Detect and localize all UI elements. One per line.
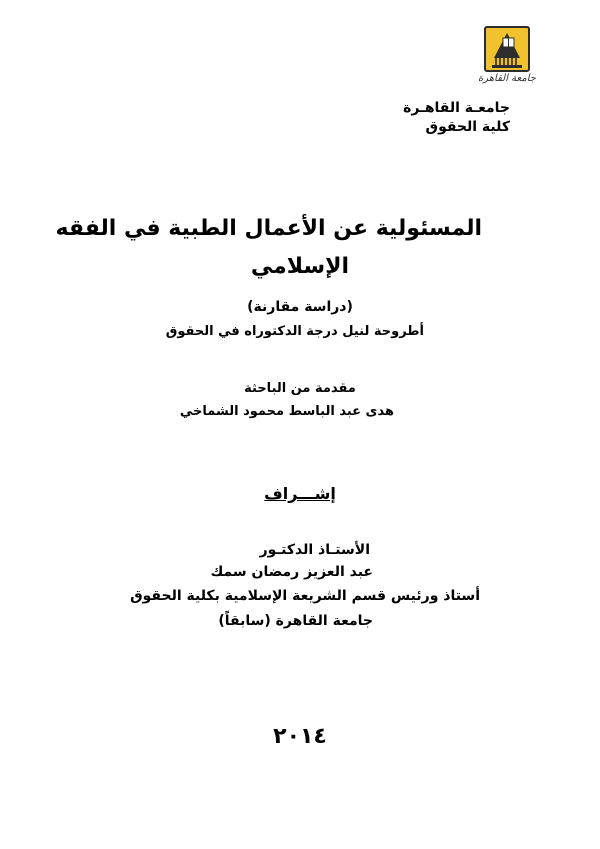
university-name: جامعـة القاهـرة <box>403 100 510 116</box>
supervisor-name: عبد العزيز رمضان سمك <box>210 564 373 580</box>
supervisor-university: جامعة القاهرة (سابقاً) <box>218 613 373 629</box>
thesis-purpose: أطروحة لنيل درجة الدكتوراه في الحقوق <box>165 324 424 339</box>
university-logo <box>478 26 536 88</box>
supervisor-position: أستاذ ورئيس قسم الشريعة الإسلامية بكلية الحقوق <box>130 588 480 604</box>
faculty-name: كلية الحقوق <box>425 119 510 135</box>
logo-caption: جامعة القاهرة <box>478 73 536 84</box>
thesis-year: ٢٠١٤ <box>273 724 327 749</box>
thesis-title-line-2: الإسلامي <box>250 254 350 279</box>
researcher-name: هدى عبد الباسط محمود الشماخي <box>179 404 394 419</box>
university-seal-icon <box>484 26 530 72</box>
thesis-title-line-1: المسئولية عن الأعمال الطبية في الفقه <box>55 216 482 241</box>
presented-by-label: مقدمة من الباحثة <box>244 381 356 396</box>
supervision-heading: إشـــراف <box>264 484 336 503</box>
supervisor-title: الأستـاذ الدكتـور <box>259 542 370 558</box>
thesis-subtitle: (دراسة مقارنة) <box>247 299 353 315</box>
